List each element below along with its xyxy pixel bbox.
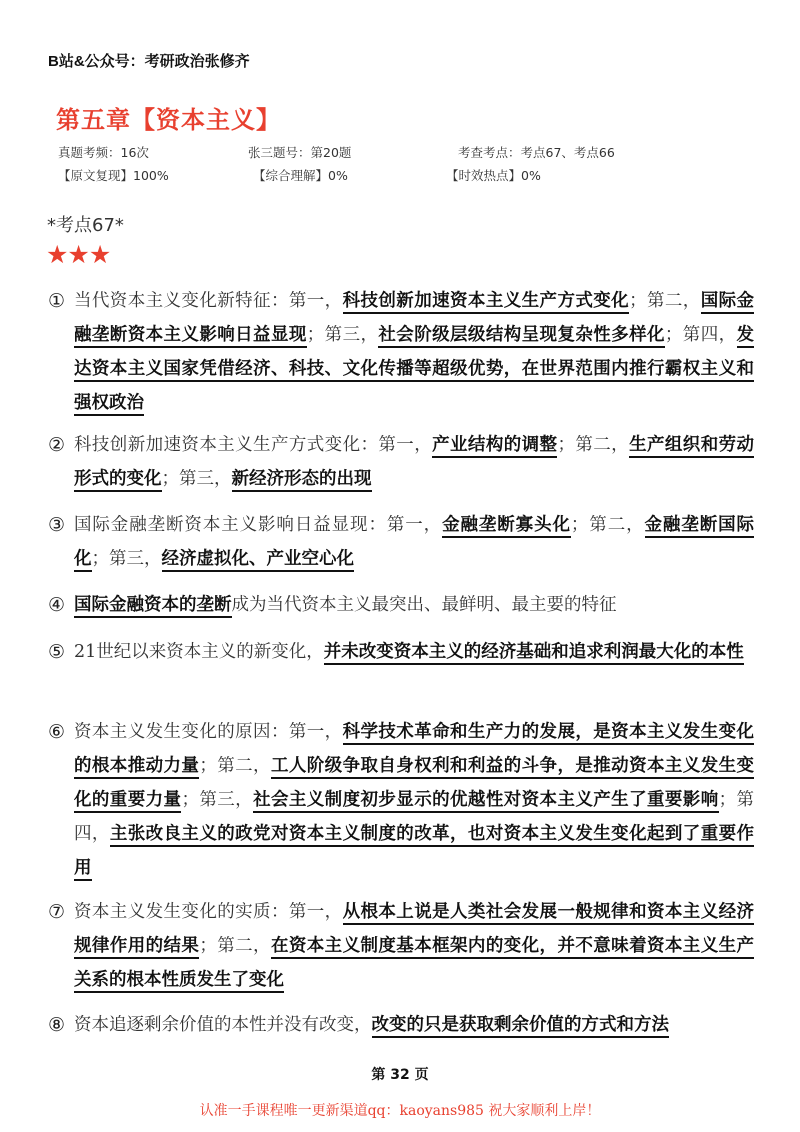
item-number: ⑦ [48, 901, 66, 923]
item-text [74, 715, 754, 885]
highlight-text: 社会阶级层级结构呈现复杂性多样化 [378, 325, 665, 348]
item-text [74, 508, 754, 576]
highlight-text: 国际金融垄断资本主义影响日益显现 [74, 291, 754, 348]
list-item [48, 588, 754, 622]
highlight-text: 科技创新加速资本主义生产方式变化 [343, 291, 630, 314]
highlight-text: 产业结构的调整 [432, 435, 557, 458]
kaodian-label: *考点67* [47, 215, 124, 236]
star-rating: ★★★ [46, 240, 111, 269]
meta-points: 考查考点：考点67、考点66 [458, 145, 615, 160]
body-text: ；第二， [629, 291, 701, 311]
body-text: ；第二， [570, 515, 645, 535]
item-text [74, 895, 754, 997]
highlight-text: 金融垄断寡头化 [442, 515, 571, 538]
highlight-text: 科学技术革命和生产力的发展，是资本主义发生变化的根本推动力量 [74, 722, 754, 779]
list-item [48, 635, 754, 669]
body-text: 当代资本主义变化新特征：第一， [74, 291, 343, 311]
body-text: 资本追逐剩余价值的本性并没有改变， [74, 1015, 372, 1035]
body-text: 国际金融垄断资本主义影响日益显现：第一， [74, 515, 443, 535]
list-item [48, 1008, 754, 1042]
highlight-text: 新经济形态的出现 [232, 469, 372, 492]
item-number: ② [48, 434, 66, 456]
body-text: 21世纪以来资本主义的新变化， [74, 642, 324, 662]
body-text: 资本主义发生变化的原因：第一， [74, 722, 343, 742]
highlight-text: 并未改变资本主义的经济基础和追求利润最大化的本性 [324, 642, 744, 665]
item-text [74, 1008, 754, 1042]
chapter-title: 第五章【资本主义】 [56, 106, 281, 134]
body-text: ；第二， [199, 936, 271, 956]
item-text [74, 588, 754, 622]
item-number: ④ [48, 594, 66, 616]
highlight-text: 国际金融资本的垄断 [74, 595, 232, 618]
highlight-text: 社会主义制度初步显示的优越性对资本主义产生了重要影响 [253, 790, 719, 813]
item-text [74, 284, 754, 420]
meta-hot: 【时效热点】0% [446, 168, 541, 183]
body-text: ；第三， [306, 325, 379, 345]
list-item [48, 428, 754, 496]
item-number: ① [48, 290, 66, 312]
body-text: 资本主义发生变化的实质：第一， [74, 902, 343, 922]
body-text: ；第三， [161, 469, 232, 489]
footer-notice: 认准一手课程唯一更新渠道qq：kaoyans985 祝大家顺利上岸！ [199, 1103, 601, 1119]
highlight-text: 金融垄断国际化 [74, 515, 754, 572]
list-item [48, 715, 754, 885]
meta-original: 【原文复现】100% [58, 168, 169, 183]
meta-frequency: 真题考频：16次 [58, 145, 149, 160]
highlight-text: 主张改良主义的政党对资本主义制度的改革，也对资本主义发生变化起到了重要作用 [74, 824, 754, 881]
highlight-text: 发达资本主义国家凭借经济、科技、文化传播等超级优势，在世界范围内推行霸权主义和强权政治 [74, 325, 754, 416]
source-header: B站&公众号：考研政治张修齐 [48, 53, 250, 70]
highlight-text: 改变的只是获取剩余价值的方式和方法 [372, 1015, 670, 1038]
meta-comprehensive: 【综合理解】0% [253, 168, 348, 183]
highlight-text: 从根本上说是人类社会发展一般规律和资本主义经济规律作用的结果 [74, 902, 754, 959]
list-item [48, 508, 754, 576]
page-number: 第 32 页 [371, 1067, 429, 1083]
item-number: ⑧ [48, 1014, 66, 1036]
body-text: ；第三， [91, 549, 162, 569]
body-text: ；第二， [199, 756, 271, 776]
highlight-text: 工人阶级争取自身权利和利益的斗争，是推动资本主义发生变化的重要力量 [74, 756, 754, 813]
item-number: ③ [48, 514, 66, 536]
body-text: 科技创新加速资本主义生产方式变化：第一， [74, 435, 433, 455]
item-text [74, 428, 754, 496]
meta-question-no: 张三题号：第20题 [248, 145, 352, 160]
highlight-text: 在资本主义制度基本框架内的变化，并不意味着资本主义生产关系的根本性质发生了变化 [74, 936, 754, 993]
item-number: ⑥ [48, 721, 66, 743]
list-item [48, 895, 754, 997]
body-text: ；第三， [181, 790, 254, 810]
body-text: ；第四， [664, 325, 737, 345]
body-text: 成为当代资本主义最突出、最鲜明、最主要的特征 [231, 595, 617, 615]
highlight-text: 经济虚拟化、产业空心化 [162, 549, 355, 572]
highlight-text: 生产组织和劳动形式的变化 [74, 435, 754, 492]
list-item [48, 284, 754, 420]
body-text: ；第二， [557, 435, 630, 455]
item-text [74, 635, 754, 669]
body-text: ；第四， [74, 790, 755, 844]
item-number: ⑤ [48, 641, 66, 663]
